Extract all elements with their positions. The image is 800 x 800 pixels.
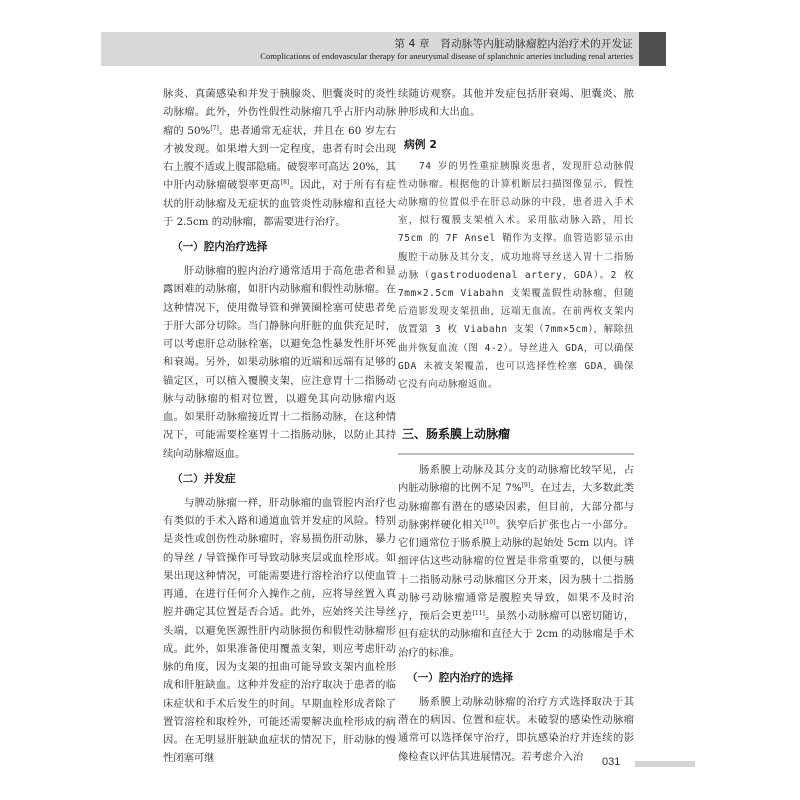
sma-text-3: 。狭窄后扩张也占一小部分。它们通常位于肠系膜上动脉的起始处 5cm 以内。详细评估这些动脉瘤的位置是非常重要的，以便与胰十二指肠动脉弓动脉瘤区分开来，因为胰十二指肠动脉弓动脉瘤通常是腹腔夹导致，如果不及时治疗，预后会更差 xyxy=(398,518,635,623)
left-intro-paragraph xyxy=(163,85,396,231)
citation-10: [10] xyxy=(483,518,496,526)
subheading-title: 腔内治疗的选择 xyxy=(438,671,513,684)
sma-endovascular-paragraph: 肠系膜上动脉动脉瘤的治疗方式选择取决于其潜在的病因、位置和症状。未破裂的感染性动脉瘤通常可以选择保守治疗，即抗感染治疗并连续的影像检查以评估其进展情况。若考虑介入治 xyxy=(398,695,634,763)
subheading-title: 腔内治疗选择 xyxy=(203,241,268,253)
complications-paragraph: 与脾动脉瘤一样，肝动脉瘤的血管腔内治疗也有类似的手术入路和通道血管并发症的风险。特别是炎性或创伤性动脉瘤时，容易损伤肝动脉，暴力的导丝 / 导管操作可导致动脉夹层或血栓形成。如果出现这种情况，可能需要进行溶栓治疗以使血管再通，在进行任何介入操作之前，应将导丝置入真腔并确定其位置是否合适。此外，应始终关注导丝头端，以避免医源性肝内动脉损伤和假性动脉瘤形成。此外，如果准备使用覆盖支架，则应考虑肝动脉的角度，因为支架的扭曲可能导致支架内血栓形成和肝脏缺血。这种并发症的治疗取决于患者的临床症状和手术后发生的时间。早期血栓形成者除了置管溶栓和取栓外，可能还需要解决血栓形成的病因。在无明显肝脏缺血症状的情况下，肝动脉的慢性闭塞可继 xyxy=(163,496,396,765)
running-header xyxy=(101,32,666,66)
chapter-title-en: Complications of endovascular therapy for aneurysmal disease of splanchnic arteries including renal arteries xyxy=(260,51,633,61)
subheading-number: （一） xyxy=(407,671,439,684)
section-divider xyxy=(398,453,634,455)
page-number-bar xyxy=(635,761,695,767)
subheading-title: 并发症 xyxy=(203,472,236,485)
intro-text-1: 脉炎、真菌感染和并发于胰腺炎、胆囊炎时的炎性动脉瘤。此外，外伤性假性动脉瘤几乎占肝内动脉瘤的 50% xyxy=(163,88,396,137)
left-column xyxy=(163,85,396,768)
header-tab xyxy=(639,32,666,66)
case-paragraph: 74 岁的男性重症胰腺炎患者，发现肝总动脉假性动脉瘤。根据他的计算机断层扫描图像显示，假性动脉瘤的位置似乎在肝总动脉的中段，患者进入手术室，拟行覆膜支架植入术。采用肱动脉入路，用长 75cm 的 7F Ansel 鞘作为支撑。血管造影显示由腹腔干动脉及其分支，成功地将导丝送入胃十二指肠动脉（gastroduodenal artery，GDA）。2 枚 7mm×2.5cm Viabahn 支架覆盖假性动脉瘤，但随后造影发现支架扭曲，远端无血流。在前两枚支架内放置第 3 枚 Viabahn 支架（7mm×5cm），解除扭曲并恢复血流（图 4-2）。导丝进入 GDA，可以确保 GDA 未被支架覆盖，也可以选择性栓塞 GDA，确保它没有向动脉瘤返血。 xyxy=(398,160,634,390)
sma-intro-paragraph xyxy=(398,461,634,662)
intro-text-3: 。因此，对于所有有症状的肝动脉瘤及无症状的血管炎性动脉瘤和直径大于 2.5cm 的动脉瘤，都需要进行治疗。 xyxy=(163,179,397,228)
subheading-number: （二） xyxy=(172,472,204,485)
section-heading-sma-aneurysm: 三、肠系膜上动脉瘤 xyxy=(402,427,511,442)
citation-9: [9] xyxy=(521,482,531,490)
sma-text-2: 。在过去，大多数此类动脉瘤都有潜在的感染因素，但目前，大部分都与动脉粥样硬化相关 xyxy=(398,482,635,531)
sma-text-1: 肠系膜上动脉及其分支的动脉瘤比较罕见，占内脏动脉瘤的比例不足 7% xyxy=(398,464,634,495)
subheading-complications xyxy=(172,470,396,488)
citation-7: [7] xyxy=(210,124,219,132)
case-title: 病例 2 xyxy=(404,137,437,151)
subheading-endovascular-options xyxy=(172,238,396,256)
citation-8: [8] xyxy=(280,179,290,187)
endovascular-options-paragraph: 肝动脉瘤的腔内治疗通常适用于高危患者和显露困难的动脉瘤，如肝内动脉瘤和假性动脉瘤。在这种情况下，使用微导管和弹簧圈栓塞可使患者免于肝大部分切除。当门静脉向肝脏的血供充足时，可以考虑肝总动脉栓塞，以避免急性暴发性肝坏死和衰竭。另外，如果动脉瘤的近端和远端有足够的锚定区，可以植入覆膜支架，应注意胃十二指肠动脉与动脉瘤的相对位置，以避免其向动脉瘤内返血。如果肝动脉瘤接近胃十二指肠动脉，在这种情况下，可能需要栓塞胃十二指肠动脉，以防止其持续向动脉瘤返血。 xyxy=(163,265,396,460)
page-number: 031 xyxy=(602,756,621,768)
sma-text-4: 。虽然小动脉瘤可以密切随访，但有症状的动脉瘤和直径大于 2cm 的动脉瘤是手术治疗的标准。 xyxy=(398,610,635,659)
right-column xyxy=(398,85,634,766)
intro-text-2: 。患者通常无症状，并且在 60 岁左右才被发现。如果增大到一定程度，患者有时会出现右上腹不适或上腹部隐痛。破裂率可高达 20%，其中肝内动脉瘤破裂率更高 xyxy=(163,124,396,192)
subheading-number: （一） xyxy=(172,241,204,253)
subheading-sma-endovascular xyxy=(407,669,634,687)
complications-continued-paragraph: 续随访观察。其他并发症包括肝衰竭、胆囊炎、脓肿形成和大出血。 xyxy=(398,88,634,119)
chapter-title-cn: 第 4 章 肾动脉等内脏动脉瘤腔内治疗术的开发证 xyxy=(394,38,633,50)
citation-11: [11] xyxy=(472,610,485,618)
